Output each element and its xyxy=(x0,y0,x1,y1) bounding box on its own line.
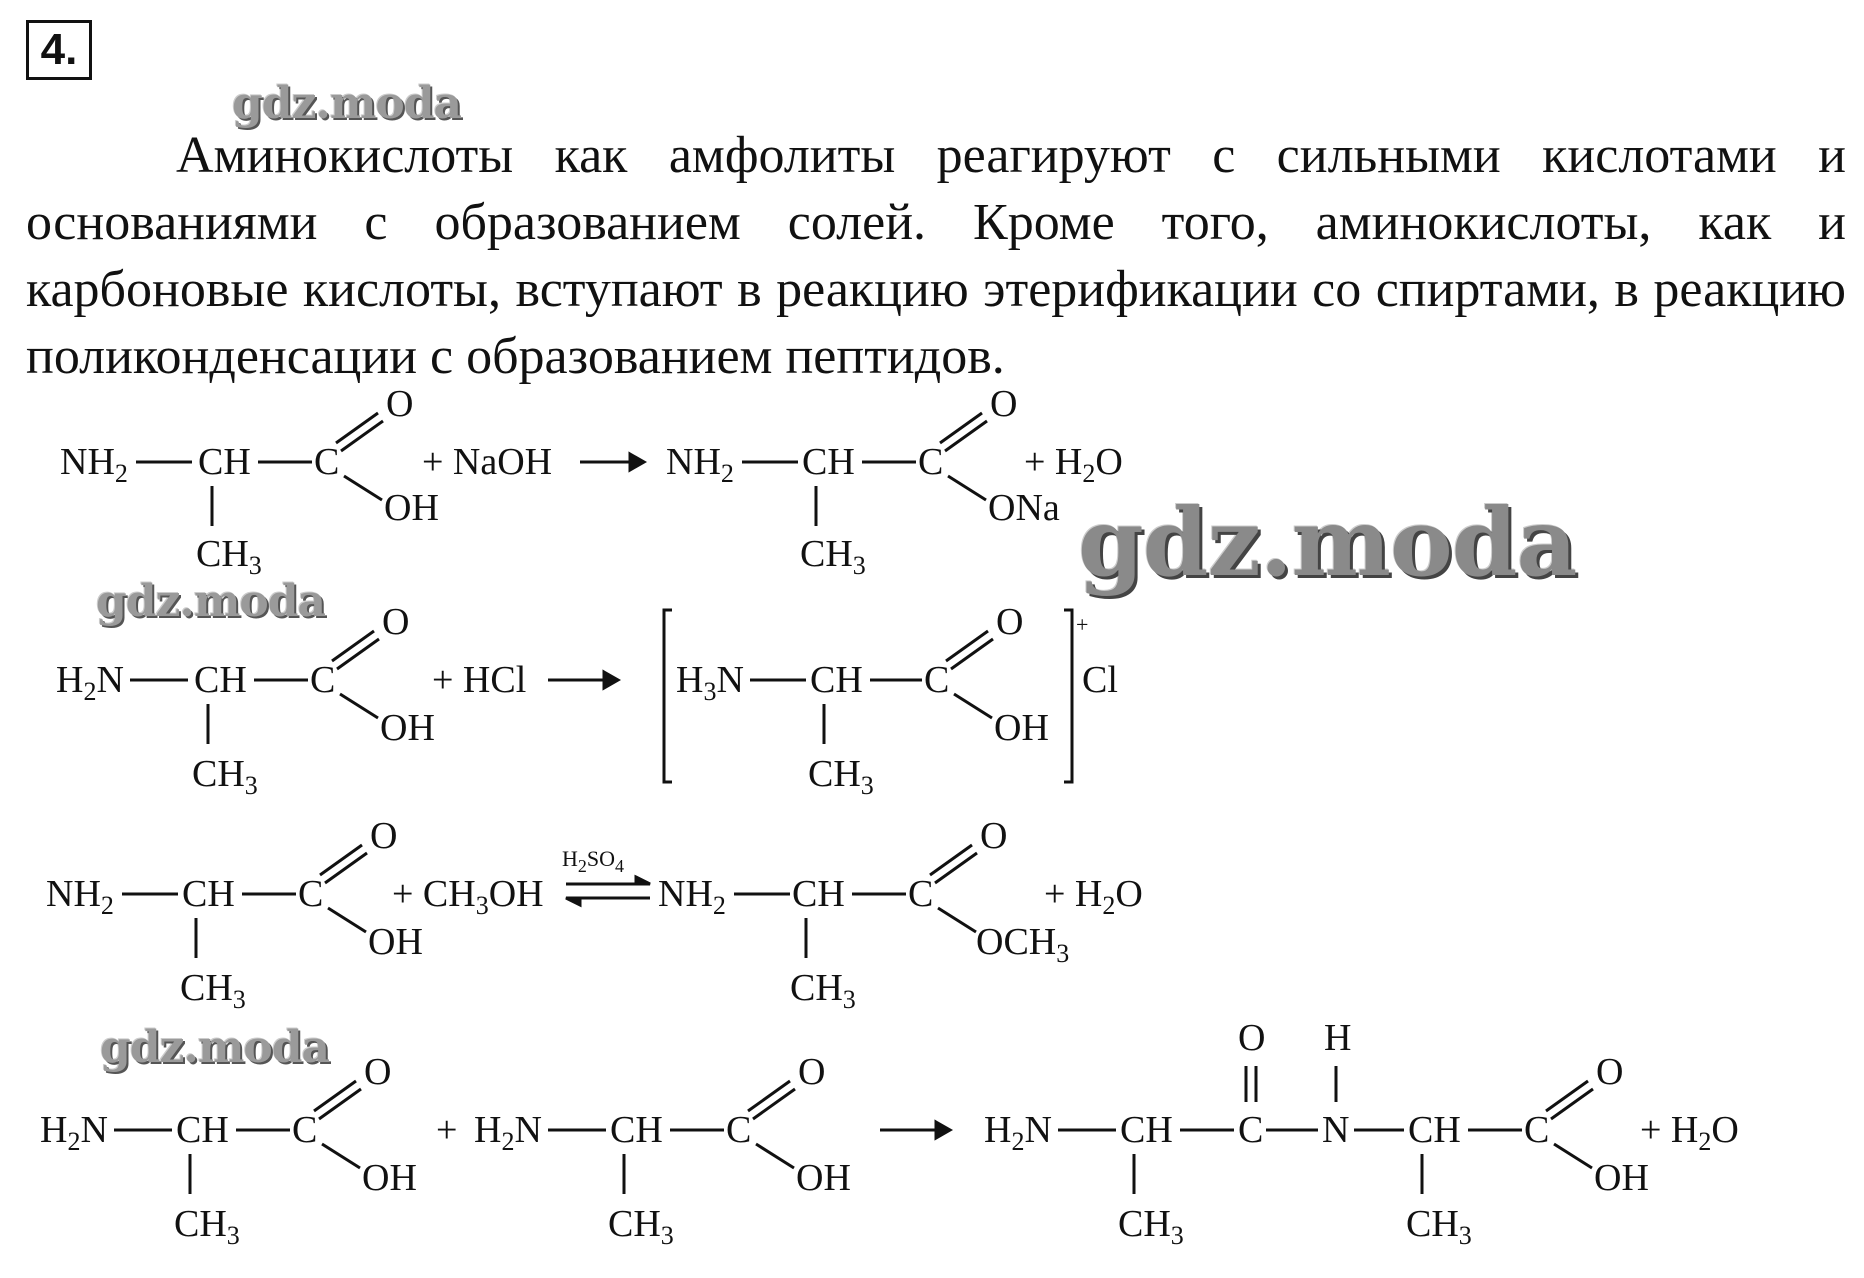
oh-label: OH xyxy=(368,921,423,963)
ch3-label: $CH_3$ xyxy=(1118,1203,1184,1250)
ch3-label: $CH_3$ xyxy=(790,967,856,1014)
c-label: C xyxy=(1524,1109,1550,1151)
oh-label: OH xyxy=(362,1157,417,1199)
o-label: O xyxy=(798,1051,826,1093)
catalyst-label: $H_2SO_4$ xyxy=(562,846,625,876)
ch3-label: $CH_3$ xyxy=(1406,1203,1472,1250)
amine-label: $NH_2$ xyxy=(60,441,128,488)
ch3-label: $CH_3$ xyxy=(800,533,866,580)
oh-label: OH xyxy=(384,487,439,529)
o-label: O xyxy=(990,383,1018,425)
amine-label: $H_2N$ xyxy=(56,659,124,706)
amine-label: $H_3N$ xyxy=(676,659,744,706)
ch-label: CH xyxy=(176,1109,229,1151)
n-label: N xyxy=(1322,1109,1350,1151)
o-label: O xyxy=(382,601,410,643)
ch-label: CH xyxy=(194,659,247,701)
ona-label: ONa xyxy=(988,487,1060,529)
byproduct-label: + $H_2O$ xyxy=(1044,873,1143,920)
paragraph-text: Аминокислоты как амфолиты реагируют с сильными кислотами и основаниями с образованием солей. Кроме того, аминокислоты, как и карбоновые кислоты, вступают в реакцию этерификации со спиртами, в реакцию поликонденсации с образованием пептидов. xyxy=(26,127,1846,385)
amine-label: $NH_2$ xyxy=(46,873,114,920)
exercise-number: 4. xyxy=(26,20,92,80)
o-label: O xyxy=(996,601,1024,643)
c-label: C xyxy=(918,441,944,483)
h-label: H xyxy=(1324,1017,1352,1059)
ch-label: CH xyxy=(1408,1109,1461,1151)
amine-label: $NH_2$ xyxy=(666,441,734,488)
watermark: gdz.moda xyxy=(232,78,462,129)
c-label: C xyxy=(908,873,934,915)
anion-label: Cl xyxy=(1082,659,1118,701)
oh-label: OH xyxy=(1594,1157,1649,1199)
c-label: C xyxy=(1238,1109,1264,1151)
reagent-label: + HCl xyxy=(432,659,527,701)
c-label: C xyxy=(310,659,336,701)
c-label: C xyxy=(314,441,340,483)
amine-label: $H_2N$ xyxy=(40,1109,108,1156)
o-label: O xyxy=(1596,1051,1624,1093)
ch-label: CH xyxy=(802,441,855,483)
ch-label: CH xyxy=(810,659,863,701)
ch3-label: $CH_3$ xyxy=(174,1203,240,1250)
amine-label: $NH_2$ xyxy=(658,873,726,920)
ch3-label: $CH_3$ xyxy=(608,1203,674,1250)
c-label: C xyxy=(726,1109,752,1151)
amine-label: $H_2N$ xyxy=(474,1109,542,1156)
reaction-3 xyxy=(46,815,1143,1014)
watermark: gdz.moda xyxy=(96,576,326,627)
byproduct-label: + $H_2O$ xyxy=(1640,1109,1739,1156)
ch-label: CH xyxy=(182,873,235,915)
reaction-1 xyxy=(60,383,1123,580)
o-label: O xyxy=(364,1051,392,1093)
oh-label: OH xyxy=(380,707,435,749)
amine-label: $H_2N$ xyxy=(984,1109,1052,1156)
plus-label: + xyxy=(436,1109,458,1151)
ch3-label: $CH_3$ xyxy=(192,753,258,800)
byproduct-label: + $H_2O$ xyxy=(1024,441,1123,488)
o-label: O xyxy=(386,383,414,425)
ch3-label: $CH_3$ xyxy=(808,753,874,800)
charge-label: + xyxy=(1076,612,1089,637)
c-label: C xyxy=(298,873,324,915)
watermark: gdz.moda xyxy=(100,1022,330,1073)
reaction-2 xyxy=(56,601,1118,800)
ch-label: CH xyxy=(792,873,845,915)
ch-label: CH xyxy=(1120,1109,1173,1151)
oh-label: OH xyxy=(796,1157,851,1199)
ch3-label: $CH_3$ xyxy=(180,967,246,1014)
oh-label: OH xyxy=(994,707,1049,749)
reagent-label: + $CH_3OH$ xyxy=(392,873,544,920)
o-label: O xyxy=(1238,1017,1266,1059)
ch-label: CH xyxy=(198,441,251,483)
o-label: O xyxy=(370,815,398,857)
ch-label: CH xyxy=(610,1109,663,1151)
ch3-label: $CH_3$ xyxy=(196,533,262,580)
watermark: gdz.moda xyxy=(1078,488,1577,598)
och3-label: $OCH_3$ xyxy=(976,921,1070,968)
reagent-label: + NaOH xyxy=(422,441,553,483)
c-label: C xyxy=(292,1109,318,1151)
c-label: C xyxy=(924,659,950,701)
o-label: O xyxy=(980,815,1008,857)
